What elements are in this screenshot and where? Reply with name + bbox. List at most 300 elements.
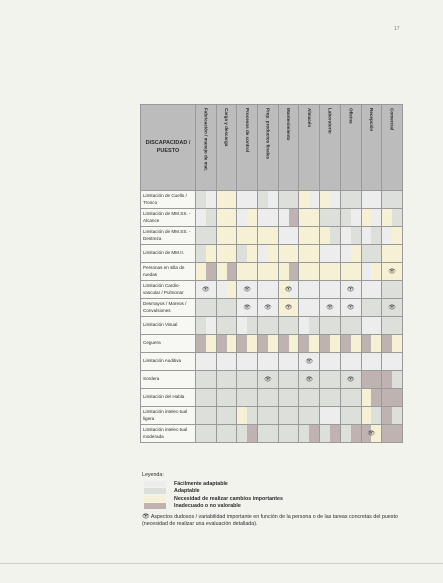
- rating-cell: [340, 209, 361, 227]
- rating-swatch: [196, 335, 206, 352]
- rating-cell: [216, 317, 237, 335]
- rating-swatch: [247, 371, 257, 388]
- table-row: [141, 335, 403, 353]
- rating-cell: [196, 371, 217, 389]
- rating-swatch: [382, 191, 392, 208]
- rating-cell: [216, 407, 237, 425]
- rating-cell: [258, 299, 279, 317]
- rating-cell: [258, 191, 279, 209]
- rating-swatch: [371, 281, 381, 298]
- rating-swatch: [351, 227, 361, 244]
- rating-cell: [320, 425, 341, 443]
- rating-swatch: [258, 227, 268, 244]
- rating-swatch: [289, 227, 299, 244]
- eye-icon: 👁: [142, 514, 150, 520]
- rating-swatch: [371, 263, 381, 280]
- rating-swatch: [309, 227, 319, 244]
- row-label: Limitación de MM.II.: [141, 245, 196, 263]
- legend-swatch: [144, 503, 166, 509]
- row-label: Limitación Visual: [141, 317, 196, 335]
- rating-swatch: [268, 227, 278, 244]
- rating-swatch: [237, 191, 247, 208]
- rating-swatch: [299, 281, 309, 298]
- rating-swatch: [392, 425, 402, 442]
- rating-swatch: [392, 191, 402, 208]
- rating-swatch: [258, 353, 268, 370]
- rating-swatch: [299, 425, 309, 442]
- rating-swatch: [206, 335, 216, 352]
- rating-swatch: [309, 263, 319, 280]
- column-header-label: Carga y descarga: [224, 108, 230, 147]
- rating-cell: [382, 299, 403, 317]
- rating-cell: [237, 353, 258, 371]
- rating-swatch: [341, 335, 351, 352]
- rating-swatch: [309, 335, 319, 352]
- rating-swatch: [217, 281, 227, 298]
- rating-swatch: [382, 425, 392, 442]
- rating-swatch: [247, 245, 257, 262]
- eye-icon: 👁: [346, 376, 355, 383]
- rating-cell: [382, 335, 403, 353]
- rating-swatch: [206, 245, 216, 262]
- eye-icon: 👁: [305, 358, 314, 365]
- column-header: [382, 105, 403, 191]
- rating-cell: [361, 371, 382, 389]
- rating-swatch: [392, 245, 402, 262]
- rating-swatch: [392, 281, 402, 298]
- rating-cell: [361, 281, 382, 299]
- rating-swatch: [371, 353, 381, 370]
- table-row: [141, 317, 403, 335]
- rating-cell: [340, 353, 361, 371]
- rating-cell: [382, 281, 403, 299]
- rating-cell: [361, 335, 382, 353]
- rating-swatch: [392, 209, 402, 226]
- rating-swatch: [196, 371, 206, 388]
- rating-swatch: [206, 425, 216, 442]
- rating-cell: [237, 407, 258, 425]
- rating-cell: [196, 335, 217, 353]
- rating-cell: [320, 335, 341, 353]
- rating-swatch: [227, 209, 237, 226]
- rating-swatch: [309, 389, 319, 406]
- rating-swatch: [268, 191, 278, 208]
- rating-swatch: [247, 317, 257, 334]
- row-label: Limitación de MM.SS. - Alcance: [141, 209, 196, 227]
- rating-swatch: [237, 209, 247, 226]
- table-row: [141, 281, 403, 299]
- rating-swatch: [237, 407, 247, 424]
- rating-swatch: [341, 191, 351, 208]
- rating-swatch: [299, 389, 309, 406]
- rating-swatch: [299, 407, 309, 424]
- rating-swatch: [206, 371, 216, 388]
- rating-swatch: [382, 317, 392, 334]
- row-label: Limitación intelec-tual moderada: [141, 425, 196, 443]
- rating-swatch: [289, 335, 299, 352]
- rating-swatch: [382, 389, 392, 406]
- rating-swatch: [351, 209, 361, 226]
- rating-cell: [382, 407, 403, 425]
- rating-swatch: [258, 209, 268, 226]
- legend-item: [142, 480, 412, 488]
- rating-swatch: [289, 371, 299, 388]
- rating-cell: [299, 227, 320, 245]
- rating-swatch: [258, 335, 268, 352]
- eye-icon: 👁: [367, 430, 376, 437]
- rating-swatch: [330, 353, 340, 370]
- rating-swatch: [217, 371, 227, 388]
- rating-cell: [278, 245, 299, 263]
- column-header: [278, 105, 299, 191]
- legend-items: [142, 480, 412, 510]
- rating-swatch: [227, 281, 237, 298]
- rating-swatch: [196, 209, 206, 226]
- rating-swatch: [382, 371, 392, 388]
- rating-cell: [340, 335, 361, 353]
- rating-swatch: [330, 191, 340, 208]
- rating-swatch: [382, 335, 392, 352]
- rating-cell: [361, 389, 382, 407]
- rating-swatch: [341, 263, 351, 280]
- rating-swatch: [268, 317, 278, 334]
- rating-cell: [278, 209, 299, 227]
- rating-swatch: [320, 407, 330, 424]
- rating-swatch: [371, 317, 381, 334]
- rating-swatch: [392, 407, 402, 424]
- rating-swatch: [362, 245, 372, 262]
- rating-swatch: [237, 425, 247, 442]
- rating-swatch: [362, 227, 372, 244]
- rating-swatch: [289, 389, 299, 406]
- rating-swatch: [362, 317, 372, 334]
- rating-swatch: [351, 245, 361, 262]
- rating-cell: [216, 281, 237, 299]
- rating-swatch: [382, 245, 392, 262]
- rating-cell: [382, 227, 403, 245]
- rating-cell: [340, 263, 361, 281]
- rating-swatch: [217, 191, 227, 208]
- rating-cell: [196, 425, 217, 443]
- rating-swatch: [237, 245, 247, 262]
- rating-swatch: [279, 389, 289, 406]
- rating-swatch: [392, 335, 402, 352]
- rating-cell: [258, 389, 279, 407]
- rating-cell: [340, 281, 361, 299]
- legend-swatch: [144, 496, 166, 502]
- rating-swatch: [206, 353, 216, 370]
- rating-cell: [320, 209, 341, 227]
- rating-swatch: [289, 263, 299, 280]
- rating-cell: [278, 407, 299, 425]
- rating-swatch: [351, 389, 361, 406]
- rating-swatch: [289, 317, 299, 334]
- rating-swatch: [279, 227, 289, 244]
- rating-cell: [382, 317, 403, 335]
- rating-swatch: [309, 245, 319, 262]
- rating-cell: [237, 209, 258, 227]
- rating-cell: [278, 317, 299, 335]
- rating-swatch: [382, 407, 392, 424]
- table-row: [141, 425, 403, 443]
- rating-swatch: [279, 317, 289, 334]
- eye-icon: 👁: [388, 268, 396, 275]
- rating-swatch: [362, 389, 372, 406]
- rating-swatch: [309, 281, 319, 298]
- rating-swatch: [227, 191, 237, 208]
- rating-swatch: [196, 425, 206, 442]
- rating-swatch: [279, 353, 289, 370]
- column-header-label: Laboratorio: [327, 108, 333, 134]
- rating-swatch: [330, 407, 340, 424]
- rating-swatch: [206, 407, 216, 424]
- rating-swatch: [330, 371, 340, 388]
- rating-swatch: [217, 317, 227, 334]
- rating-swatch: [309, 407, 319, 424]
- rating-swatch: [217, 299, 227, 316]
- rating-swatch: [206, 263, 216, 280]
- rating-cell: [258, 227, 279, 245]
- eye-icon: 👁: [284, 286, 293, 293]
- rating-swatch: [341, 227, 351, 244]
- rating-swatch: [309, 299, 319, 316]
- rating-swatch: [268, 209, 278, 226]
- rating-swatch: [217, 389, 227, 406]
- legend-swatch: [144, 481, 166, 487]
- rating-cell: [382, 263, 403, 281]
- rating-swatch: [247, 353, 257, 370]
- rating-cell: [340, 317, 361, 335]
- rating-swatch: [268, 281, 278, 298]
- rating-swatch: [217, 209, 227, 226]
- rating-swatch: [362, 209, 372, 226]
- rating-swatch: [237, 371, 247, 388]
- rating-swatch: [247, 389, 257, 406]
- table-row: [141, 263, 403, 281]
- rating-swatch: [362, 407, 372, 424]
- rating-swatch: [279, 371, 289, 388]
- rating-swatch: [196, 191, 206, 208]
- rating-swatch: [217, 335, 227, 352]
- rating-cell: [196, 299, 217, 317]
- rating-swatch: [330, 389, 340, 406]
- rating-cell: [340, 299, 361, 317]
- rating-swatch: [362, 191, 372, 208]
- rating-cell: [320, 281, 341, 299]
- eye-icon: 👁: [284, 304, 293, 311]
- rating-cell: [361, 245, 382, 263]
- eye-icon: 👁: [305, 376, 314, 383]
- column-header-label: Mantenimiento: [286, 108, 292, 141]
- rating-swatch: [268, 425, 278, 442]
- rating-swatch: [237, 227, 247, 244]
- rating-swatch: [289, 209, 299, 226]
- rating-cell: [278, 191, 299, 209]
- rating-cell: [258, 209, 279, 227]
- rating-cell: [216, 191, 237, 209]
- rating-swatch: [392, 317, 402, 334]
- rating-swatch: [237, 317, 247, 334]
- rating-cell: [340, 407, 361, 425]
- rating-swatch: [330, 425, 340, 442]
- rating-swatch: [382, 209, 392, 226]
- rating-cell: [320, 245, 341, 263]
- rating-cell: [237, 227, 258, 245]
- column-header-label: Comercial: [389, 108, 395, 131]
- rating-swatch: [217, 263, 227, 280]
- eye-icon: 👁: [388, 304, 396, 311]
- rating-cell: [299, 299, 320, 317]
- rating-swatch: [371, 245, 381, 262]
- legend-label: Fácilmente adaptable: [174, 480, 228, 487]
- table-corner-label: DISCAPACIDAD / PUESTO: [141, 105, 196, 191]
- rating-swatch: [362, 263, 372, 280]
- column-header: [237, 105, 258, 191]
- rating-cell: [299, 191, 320, 209]
- rating-cell: [340, 425, 361, 443]
- legend-note-text: Aspectos dudosos / variabilidad importante en función de la persona o de las tareas concretas del puesto (necesidad de realizar una evaluación detallada).: [142, 514, 398, 528]
- rating-cell: [237, 281, 258, 299]
- rating-cell: [361, 407, 382, 425]
- table-row: [141, 389, 403, 407]
- rating-cell: [216, 353, 237, 371]
- rating-cell: [196, 191, 217, 209]
- rating-swatch: [279, 425, 289, 442]
- rating-swatch: [330, 263, 340, 280]
- rating-swatch: [320, 191, 330, 208]
- rating-swatch: [196, 227, 206, 244]
- rating-swatch: [351, 425, 361, 442]
- rating-swatch: [258, 245, 268, 262]
- rating-cell: [196, 353, 217, 371]
- rating-swatch: [351, 191, 361, 208]
- rating-cell: [258, 425, 279, 443]
- legend-note: [142, 513, 412, 529]
- table-row: [141, 209, 403, 227]
- rating-cell: [320, 353, 341, 371]
- rating-swatch: [309, 191, 319, 208]
- rating-swatch: [227, 353, 237, 370]
- rating-cell: [196, 389, 217, 407]
- legend-label: Adaptable: [174, 488, 200, 495]
- rating-swatch: [341, 407, 351, 424]
- eye-icon: 👁: [202, 286, 210, 293]
- disability-job-table-wrapper: [140, 104, 403, 443]
- row-label: Personas en silla de ruedas: [141, 263, 196, 281]
- eye-icon: 👁: [264, 304, 272, 311]
- rating-swatch: [330, 281, 340, 298]
- rating-swatch: [289, 425, 299, 442]
- legend-item: [142, 503, 412, 511]
- rating-cell: [258, 335, 279, 353]
- legend-item: [142, 495, 412, 503]
- rating-swatch: [341, 209, 351, 226]
- rating-cell: [258, 317, 279, 335]
- column-header-label: Fabricación / manejo de mat.: [203, 108, 209, 172]
- rating-swatch: [362, 371, 372, 388]
- rating-swatch: [362, 299, 372, 316]
- rating-cell: [237, 245, 258, 263]
- rating-cell: [382, 245, 403, 263]
- rating-swatch: [392, 389, 402, 406]
- rating-cell: [216, 389, 237, 407]
- rating-swatch: [299, 317, 309, 334]
- rating-swatch: [279, 263, 289, 280]
- rating-cell: [320, 389, 341, 407]
- rating-swatch: [392, 371, 402, 388]
- rating-swatch: [279, 191, 289, 208]
- rating-swatch: [320, 227, 330, 244]
- rating-cell: [361, 317, 382, 335]
- rating-cell: [237, 371, 258, 389]
- rating-swatch: [196, 263, 206, 280]
- rating-swatch: [351, 317, 361, 334]
- table-row: [141, 245, 403, 263]
- rating-swatch: [309, 317, 319, 334]
- rating-cell: [258, 371, 279, 389]
- rating-swatch: [258, 281, 268, 298]
- row-label: Limitación de Cuello / Tronco: [141, 191, 196, 209]
- rating-swatch: [258, 407, 268, 424]
- rating-cell: [299, 263, 320, 281]
- table-row: [141, 227, 403, 245]
- rating-cell: [299, 353, 320, 371]
- rating-cell: [320, 407, 341, 425]
- rating-swatch: [320, 335, 330, 352]
- rating-swatch: [196, 407, 206, 424]
- rating-cell: [340, 227, 361, 245]
- rating-swatch: [341, 389, 351, 406]
- rating-swatch: [237, 389, 247, 406]
- rating-cell: [278, 353, 299, 371]
- rating-swatch: [247, 407, 257, 424]
- rating-swatch: [258, 425, 268, 442]
- rating-cell: [382, 389, 403, 407]
- rating-swatch: [247, 227, 257, 244]
- legend-title: Leyenda:: [142, 472, 164, 478]
- rating-swatch: [371, 191, 381, 208]
- rating-cell: [320, 299, 341, 317]
- rating-swatch: [341, 353, 351, 370]
- rating-cell: [361, 353, 382, 371]
- column-header-label: Prep. productos finales: [265, 108, 271, 160]
- rating-cell: [299, 371, 320, 389]
- column-header-label: Procesos de control: [244, 108, 250, 153]
- rating-swatch: [227, 407, 237, 424]
- rating-swatch: [279, 245, 289, 262]
- rating-swatch: [382, 227, 392, 244]
- column-header: [299, 105, 320, 191]
- eye-icon: 👁: [243, 286, 252, 293]
- rating-swatch: [196, 299, 206, 316]
- legend-label: Necesidad de realizar cambios importantes: [174, 495, 283, 502]
- rating-cell: [320, 191, 341, 209]
- rating-swatch: [196, 245, 206, 262]
- rating-swatch: [227, 335, 237, 352]
- rating-swatch: [299, 209, 309, 226]
- rating-cell: [216, 371, 237, 389]
- rating-swatch: [206, 227, 216, 244]
- disability-job-table: [140, 104, 403, 443]
- rating-swatch: [247, 335, 257, 352]
- rating-cell: [382, 191, 403, 209]
- row-label: Limitación Auditiva: [141, 353, 196, 371]
- eye-icon: 👁: [326, 304, 334, 311]
- rating-swatch: [330, 335, 340, 352]
- rating-cell: [278, 281, 299, 299]
- rating-cell: [237, 425, 258, 443]
- rating-swatch: [217, 425, 227, 442]
